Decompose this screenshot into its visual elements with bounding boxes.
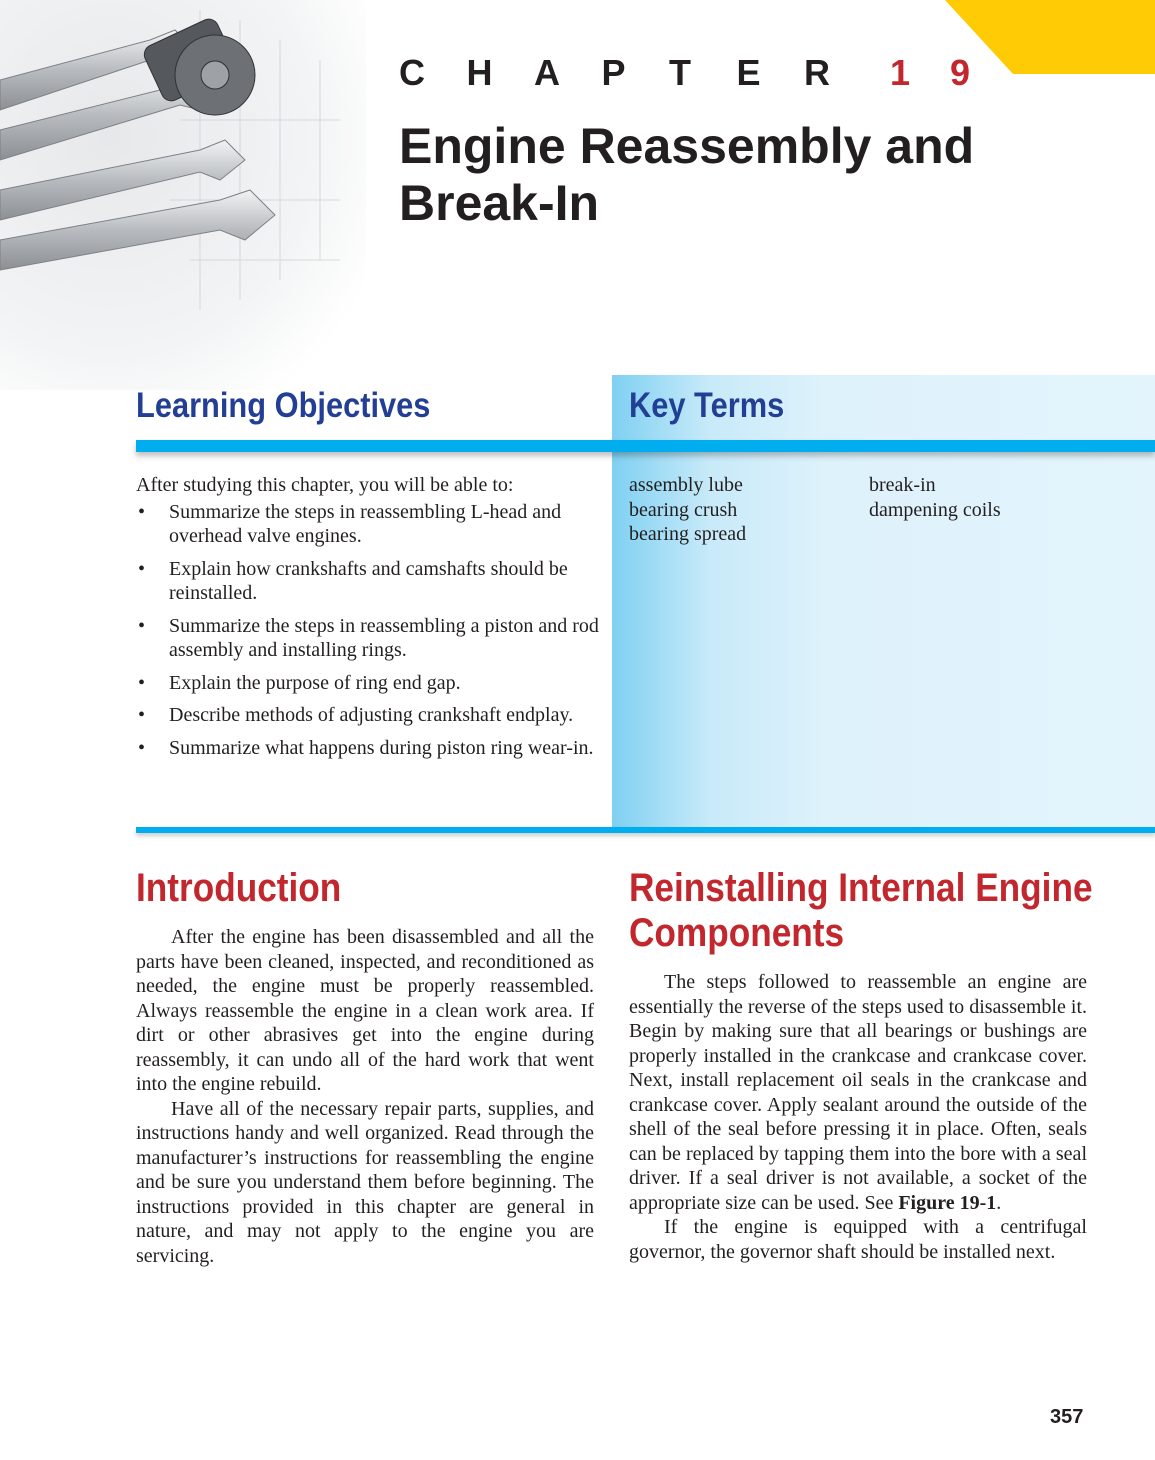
paragraph: Have all of the necessary repair parts, supplies, and instructions handy and well organized. Read through the manufacturer’s instructions for reassembling the engine and be sure you understand them before beginning. The instructions provided in this chapter are general in nature, and may not apply to the engine you are servicing. (136, 1097, 594, 1267)
learning-objectives-heading: Learning Objectives (136, 386, 431, 425)
objective-item: • Summarize the steps in reassembling L-head and overhead valve engines. (136, 500, 606, 549)
figure-reference[interactable]: Figure 19-1 (898, 1191, 997, 1214)
paragraph: After the engine has been disassembled and all the parts have been cleaned, inspected, and reconditioned as needed, the engine must be properly reassembled. Always reassemble the engine in a clean work area. If dirt or other abrasives get into the engine during reassembly, it can undo all of the hard work that went into the engine rebuild. (136, 926, 594, 1095)
title-line: Engine Reassembly and (399, 118, 975, 174)
objective-item: • Explain the purpose of ring end gap. (136, 671, 606, 696)
chapter-letter: C (399, 52, 425, 93)
chapter-label (399, 52, 1018, 94)
objectives-list (136, 500, 606, 761)
heading-line: Reinstalling Internal Engine (629, 866, 1093, 910)
heading-line: Components (629, 911, 845, 955)
divider-bar (136, 440, 1155, 452)
chapter-letter: H (466, 52, 493, 93)
objective-item: • Explain how crankshafts and camshafts should be reinstalled. (136, 557, 606, 606)
chapter-number-digit: 1 (890, 52, 911, 93)
key-term: dampening coils (869, 498, 1001, 521)
introduction-heading: Introduction (136, 866, 342, 910)
chapter-number-digit: 9 (950, 52, 971, 93)
paragraph: If the engine is equipped with a centrifugal governor, the governor shaft should be installed next. (629, 1216, 1087, 1263)
divider-bar (136, 827, 1155, 833)
paragraph (629, 970, 1087, 1215)
objective-item: • Describe methods of adjusting crankshaft endplay. (136, 703, 606, 728)
key-terms-column (869, 473, 1001, 522)
chapter-letter: R (804, 52, 830, 93)
paragraph-text: The steps followed to reassemble an engine are essentially the reverse of the steps used to disassemble it. Begin by making sure that all bearings or bushings are properly installed in the crankcase and crankcase cover. Next, install replacement oil seals in the crankcase and crankcase cover. Apply sealant around the outside of the shell of the seal before pressing it in place. Often, seals can be replaced by tapping them into the bore with a seal driver. If a seal driver is not available, a socket of the appropriate size can be used. See (629, 971, 1087, 1214)
objective-item: • Summarize what happens during piston ring wear-in. (136, 736, 606, 761)
key-term: bearing crush (629, 498, 738, 521)
page-number: 357 (1050, 1406, 1084, 1428)
learning-objectives (136, 473, 606, 760)
title-line: Break-In (399, 175, 600, 231)
chapter-letter: T (669, 52, 691, 93)
chapter-letter: E (736, 52, 761, 93)
chapter-letter: P (601, 52, 626, 93)
paragraph-text: . (996, 1191, 1002, 1214)
wrenches-illustration (0, 0, 366, 390)
objective-item: • Summarize the steps in reassembling a piston and rod assembly and installing rings. (136, 614, 606, 663)
reinstalling-heading (629, 866, 1093, 956)
chapter-letter: A (534, 52, 560, 93)
introduction-body (136, 925, 594, 1268)
key-term: assembly lube (629, 474, 743, 496)
key-terms-heading: Key Terms (629, 386, 785, 425)
chapter-title (399, 118, 974, 232)
reinstalling-body (629, 970, 1087, 1264)
key-term: break-in (869, 474, 936, 496)
key-terms-column (629, 473, 746, 547)
key-term: bearing spread (629, 523, 747, 545)
objectives-intro: After studying this chapter, you will be able to: (136, 474, 514, 496)
